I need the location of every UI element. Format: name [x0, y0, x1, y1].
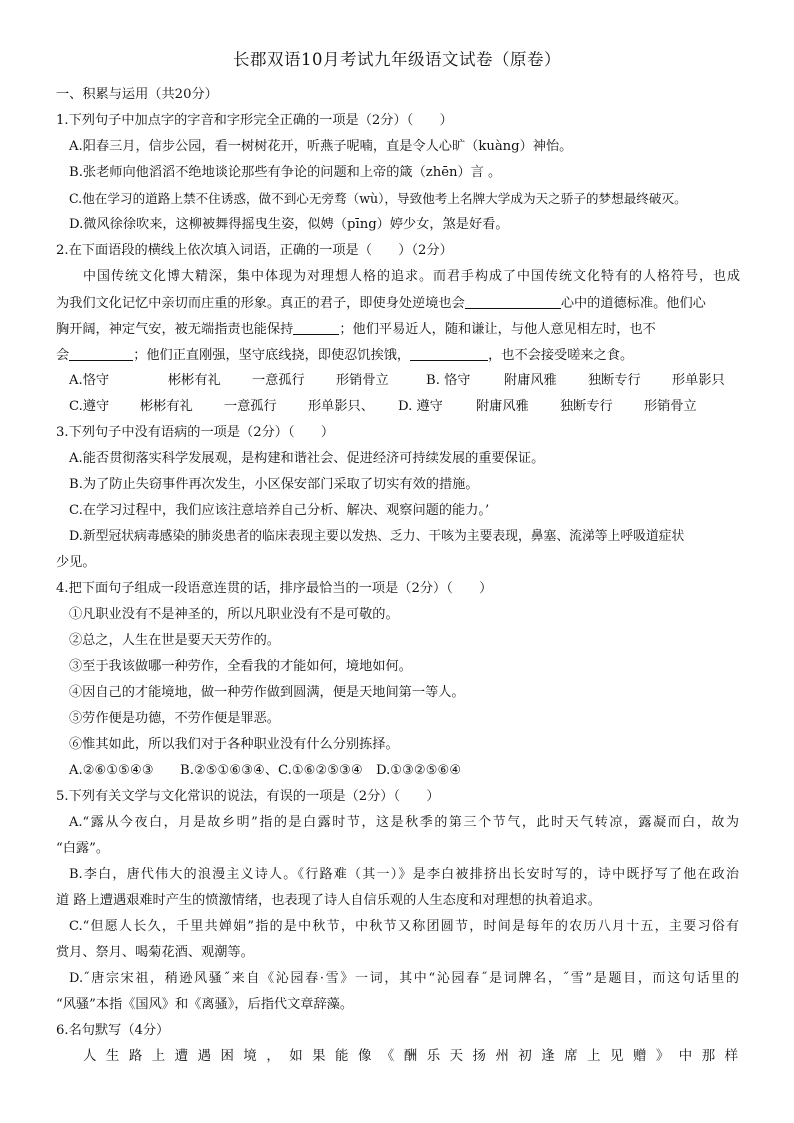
option-label: C.遵守	[69, 399, 110, 414]
question-1-option-b: B.张老师向他滔滔不绝地谈论那些有争论的问题和上帝的箴（zhēn）言 。	[69, 165, 502, 180]
option-word: 形销骨立	[644, 399, 697, 414]
question-4-sentence-3: ③至于我该做哪一种劳作，全看我的才能如何，境地如何。	[69, 659, 412, 674]
question-4-sentence-4: ④因自己的才能境地，做一种劳作做到圆满，便是天地间第一等人。	[69, 685, 465, 700]
question-2-passage-line-2	[56, 294, 706, 313]
question-4-sentence-5: ⑤劳作便是功德，不劳作便是罪恶。	[69, 711, 280, 726]
option-word: 形单影只、	[308, 399, 374, 414]
passage-text: 为我们文化记忆中亲切而庄重的形象。真正的君子，即使身处逆境也会	[56, 296, 465, 311]
question-5-option-b: B.李白，唐代伟大的浪漫主义诗人。《行路难（其一）》是李白被排挤出长安时写的，诗中既抒写了他在政治	[69, 867, 739, 882]
question-4-options: A.②⑥①⑤④③ B.②⑤①⑥③④、C.①⑥②⑤③④ D.①③②⑤⑥④	[69, 763, 462, 778]
question-1-option-c: C.他在学习的道路上禁不住诱惑，做不到心无旁骛（wù），导致他考上名牌大学成为天之骄子的梦想最终破灭。	[69, 191, 687, 206]
question-3-option-a: A.能否贯彻落实科学发展观，是构建和谐社会、促进经济可持续发展的重要保证。	[69, 451, 545, 466]
passage-text: ，也不会接受嗟来之食。	[488, 348, 634, 363]
question-5-option-a: A.“露从今夜白，月是故乡明”指的是白露时节，这是秋季的第三个节气，此时天气转凉，露凝而白，故为	[69, 815, 739, 830]
passage-text: 胸开阔，神定气安，被无端指责也能保持	[56, 322, 294, 337]
option-word: 形销骨立	[336, 373, 389, 388]
question-3-option-c: C.在学习过程中，我们应该注意培养自己分析、解决、观察问题的能力。’	[69, 503, 490, 518]
question-3-option-b: B.为了防止失窃事件再次发生，小区保安部门采取了切实有效的措施。	[69, 477, 479, 492]
question-5-option-c: C.“但愿人长久，千里共婵娟”指的是中秋节，中秋节又称团圆节，时间是每年的农历八月十五，主要习俗有	[69, 919, 739, 934]
question-2-passage-line-1: 中国传统文化博大精深，集中体现为对理想人格的追求。而君手构成了中国传统文化特有的人格符号，也成	[83, 269, 740, 284]
exam-title: 长郡双语10月考试九年级语文试卷（原卷）	[233, 50, 561, 69]
question-2-stem: 2.在下面语段的横线上依次填入词语，正确的一项是（ ）（2分）	[56, 243, 453, 258]
option-word: 形单影只	[672, 373, 725, 388]
question-3-stem: 3.下列句子中没有语病的一项是（2分）（ ）	[56, 425, 335, 440]
question-4-sentence-2: ②总之，人生在世是要天天劳作的。	[69, 633, 280, 648]
fill-blank-3	[69, 346, 133, 361]
fill-blank-4	[410, 346, 488, 361]
passage-text: 会	[56, 348, 70, 363]
option-label: B. 恪守	[426, 373, 471, 388]
fill-blank-2	[293, 320, 339, 335]
option-word: 一意孤行	[224, 399, 277, 414]
question-5-option-c-cont: 赏月、祭月、喝菊花酒、观潮等。	[56, 945, 254, 960]
option-word: 独断专行	[588, 373, 641, 388]
option-word: 附庸风雅	[476, 399, 529, 414]
passage-text: ；他们平易近人，随和谦让，与他人意见相左时，也不	[339, 322, 656, 337]
option-word: 彬彬有礼	[140, 399, 193, 414]
option-label: D. 遵守	[398, 399, 443, 414]
fill-blank-1	[465, 294, 561, 309]
option-word: 彬彬有礼	[168, 373, 221, 388]
option-word: 附庸风雅	[504, 373, 557, 388]
question-6-stem: 6.名句默写（4分）	[56, 1023, 170, 1038]
question-6-passage-line-1: 人生路上遭遇困境，如果能像《酬乐天扬州初逢席上见赠》中那样	[83, 1049, 738, 1064]
section-heading: 一、积累与运用（共20分）	[56, 87, 218, 102]
question-4-sentence-1: ①凡职业没有不是神圣的，所以凡职业没有不是可敬的。	[69, 607, 399, 622]
question-1-stem: 1.下列句子中加点字的字音和字形完全正确的一项是（2分）（ ）	[56, 113, 453, 128]
question-1-option-d: D.微风徐徐吹来，这柳被舞得摇曳生姿，似娉（pīng）婷少女，煞是好看。	[69, 217, 509, 232]
question-2-passage-line-3	[56, 320, 656, 339]
question-3-option-d-cont: 少见。	[56, 555, 96, 570]
question-2-passage-line-4	[56, 346, 633, 365]
question-1-option-a: A.阳春三月，信步公园，看一树树花开，听燕子呢喃，直是令人心旷（kuàng）神怡。	[69, 139, 573, 154]
question-5-option-b-cont: 道 路上遭遇艰难时产生的愤激情绪，也表现了诗人自信乐观的人生态度和对理想的执着追求。	[56, 893, 601, 908]
passage-text: ；他们正直刚强，坚守底线挠，即使忍饥挨饿，	[133, 348, 411, 363]
question-5-stem: 5.下列有关文学与文化常识的说法，有误的一项是（2分）（ ）	[56, 789, 440, 804]
option-word: 独断专行	[560, 399, 613, 414]
option-word: 一意孤行	[252, 373, 305, 388]
question-3-option-d: D.新型冠状病毒感染的肺炎患者的临床表现主要以发热、乏力、干咳为主要表现，鼻塞、流涕等上呼吸道症状	[69, 529, 685, 544]
option-label: A.恪守	[69, 373, 110, 388]
question-5-option-a-cont: “白露”。	[56, 841, 110, 856]
question-5-option-d-cont: “风骚”本指《国风》和《离骚》，后指代文章辞藻。	[56, 997, 354, 1012]
question-4-sentence-6: ⑥惟其如此，所以我们对于各种职业没有什么分别拣择。	[69, 737, 399, 752]
question-4-stem: 4.把下面句子组成一段语意连贯的话，排序最恰当的一项是（2分）（ ）	[56, 581, 493, 596]
question-5-option-d: D.˝唐宗宋祖，稍逊风骚˝来自《沁园春·雪》一词，其中“沁园春˝是词牌名，˝雪”是题目，而这句话里的	[69, 971, 739, 986]
passage-text: 心中的道德标准。他们心	[560, 296, 706, 311]
